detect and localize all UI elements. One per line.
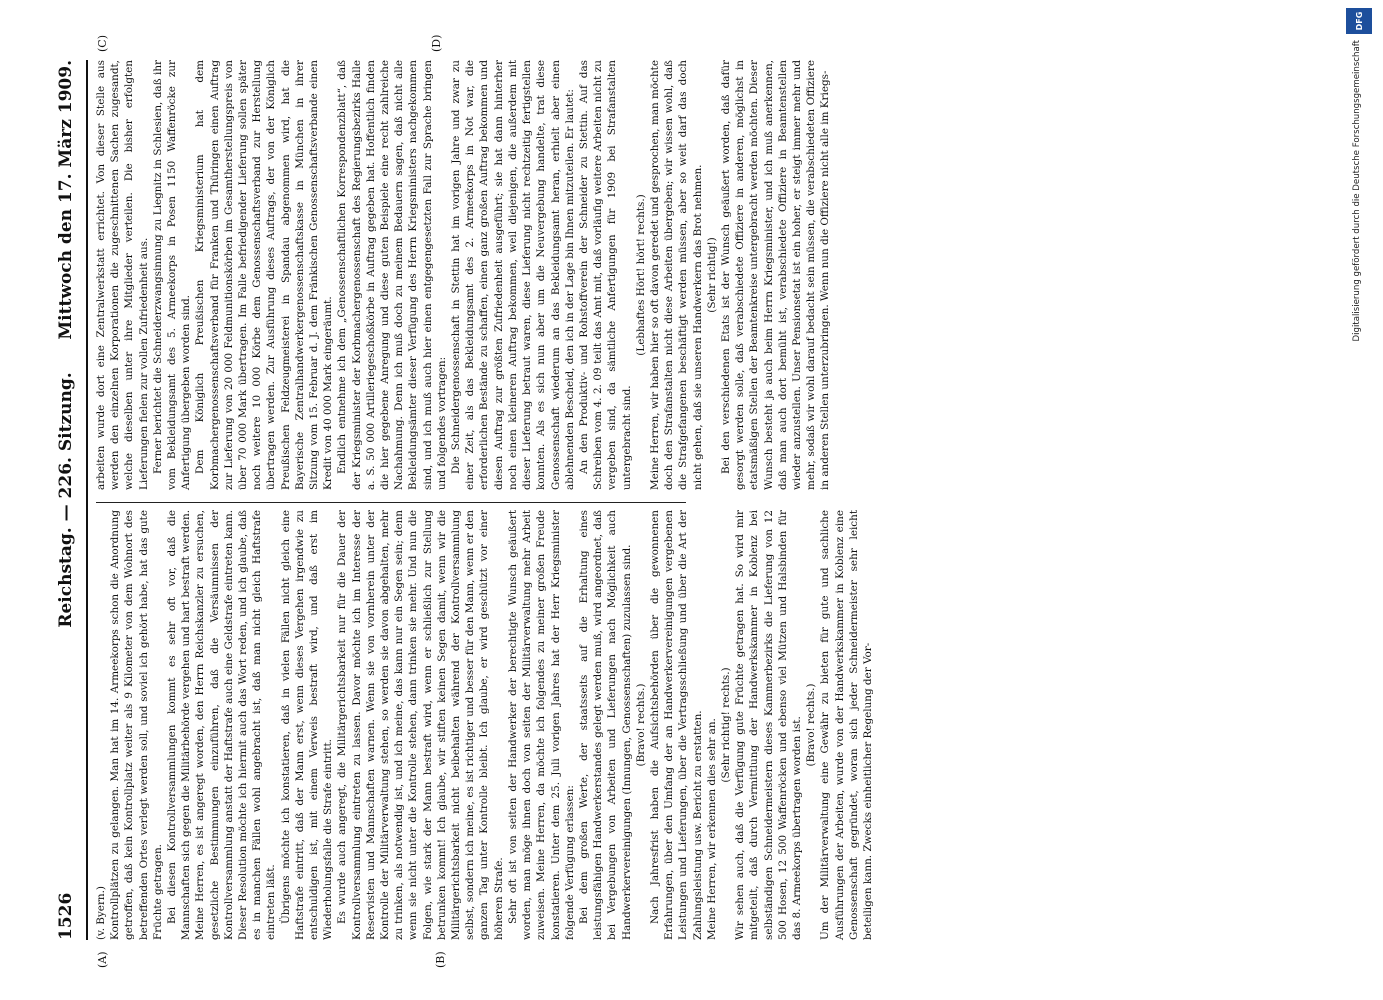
session-title: Reichstag. — 226. Sitzung. (56, 372, 76, 628)
paragraph: Um der Militärverwaltung eine Gewähr zu bieten für gute und sachliche Ausführungen der Arbeiten, wurde von der Handwerkskammer in Koblenz eine Genossenschaft gegründet, woran sich jeder Schneidermeister sehr leicht beteiligen kann. Zwecks einheitlicher Regelung der Vor- (819, 510, 874, 940)
interjection: (Lebhaftes Hört! hört! rechts.) (634, 194, 647, 356)
digitization-credit: Digitalisierung gefördert durch die Deutsche Forschungsgemeinschaft (1352, 40, 1362, 342)
paragraph: Sehr oft ist von seiten der Handwerker der berechtigte Wunsch geäußert worden, man möge ihnen doch von seiten der Militärverwaltung mehr Arbeit zuweisen. Meine Herren, da möchte ich folgendes zu meiner großen Freude konstatieren. Unter dem 25. Juli vorigen Jahres hat der Herr Kriegsminister folgende Verfügung erlassen: (506, 510, 576, 940)
paragraph: Meine Herren, wir haben hier so oft davon geredet und gesprochen, man möchte doch den Strafanstalten nicht diese Arbeiten übergeben; wir wissen wohl, daß die Strafgefangenen beschäftigt werden müssen, aber so weit darf das doch nicht gehen, daß sie unseren Handwerkern das Brot nehmen. (648, 60, 704, 490)
dfg-logo: DFG (1346, 8, 1372, 34)
paragraph: Endlich entnehme ich dem „Genossenschaftlichen Korrespondenzblatt“, daß der Kriegsminister der Korbmachergenossenschaft des Regierungsbezirks Halle a. S. 50 000 Artilleriegeschoßkörbe in Auftrag gegeben hat. Hoffentlich finden die hier gegebene Anregung und diese guten Beispiele eine recht zahlreiche Nachahmung. Denn ich muß doch zu meinem Bedauern sagen, daß nicht alle Bekleidungsämter dieser Verfügung des Herrn Kriegsministers nachgekommen sind, und ich muß auch hier einen entgegengesetzten Fall zur Sprache bringen und folgendes vortragen: (336, 60, 448, 490)
paragraph: Kontrollplätzen zu gelangen. Man hat im 14. Armeekorps schon die Anordnung getroffen, daß kein Kontrollplatz weiter als 9 Kilometer von dem Wohnort des betreffenden Ortes verlegt werden soll, und soviel ich gehört habe, hat das gute Früchte getragen. (109, 510, 164, 940)
page-number: 1526 (56, 892, 76, 940)
paragraph: Bei diesen Kontrollversammlungen kommt es sehr oft vor, daß die Mannschaften sich gegen die Militärbehörde vergehen und hart bestraft werden. Meine Herren, es ist angeregt worden, den Herrn Reichskanzler zu ersuchen, gesetzliche Bestimmungen einzuführen, daß die Versäumnissen der Kontrollversammlung anstatt der Haftstrafe auch eine Geldstrafe eintreten kann. Dieser Resolution möchte ich hiermit auch das Wort reden, und ich glaube, daß es in manchen Fällen wohl angebracht ist, daß man nicht gleich Haftstrafe eintreten läßt. (166, 510, 278, 940)
margin-marker-b: (B) (434, 951, 447, 968)
margin-marker-c: (C) (96, 35, 109, 52)
paragraph: Meine Herren, wir erkennen dies sehr an. (705, 718, 718, 940)
interjection: (Sehr richtig!) (705, 237, 718, 313)
paragraph: Ferner berichtet die Schneiderzwangsinnung zu Liegnitz in Schlesien, daß ihr vom Bekleidungsamt des 5. Armeekorps in Posen 1150 Waffenröcke zur Anfertigung übergeben worden sind. (151, 60, 193, 490)
margin-marker-a: (A) (96, 951, 109, 968)
column-divider (96, 502, 686, 503)
interjection: (Sehr richtig! rechts.) (719, 667, 732, 783)
right-column (94, 60, 832, 490)
speaker-note: (v. Byern.) (95, 886, 107, 940)
paragraph: arbeiten wurde dort eine Zentralwerkstatt errichtet. Von dieser Stelle aus werden den einzelnen Korporationen die zugeschnittenen Sachen zugesandt, welche dieselben unter ihre Mitglieder verteilen. Die bisher erfolgten Lieferungen fielen zur vollen Zufriedenheit aus. (95, 60, 150, 490)
interjection: (Bravo! rechts.) (805, 683, 818, 767)
interjection: (Bravo! rechts.) (634, 683, 647, 767)
session-date: Mittwoch den 17. März 1909. (56, 60, 76, 340)
header-rule (86, 60, 88, 940)
margin-marker-d: (D) (430, 34, 443, 52)
left-column (94, 510, 874, 940)
paragraph: Es wurde auch angeregt, die Militärgerichtsbarkeit nur für die Dauer der Kontrollversammlung eintreten zu lassen. Davor möchte ich im Interesse der Reservisten und Mannschaften warnen. Wenn sie von vornherein unter der Kontrolle der Militärverwaltung stehen, so werden sie davon abgehalten, mehr zu trinken, als notwendig ist, und ich meine, das kann nur ein Segen sein; denn wenn sie nicht unter die Kontrolle stehen, dann trinken sie mehr. Und nun die Folgen, wie stark der Mann bestraft wird, wenn er schließlich zur Stellung betrunken kommt! Ich glaube, wir stiften keinen Segen damit, wenn wir die Militärgerichtsbarkeit nicht beibehalten während der Kontrollversammlung selbst, sondern ich meine, es ist richtiger und besser für den Mann, wenn er den ganzen Tag unter Kontrolle bleibt. Ich glaube, er wird geschützt vor einer höheren Strafe. (336, 510, 505, 940)
quoted-decree: Bei dem großen Werte, der staatsseits auf die Erhaltung eines leistungsfähigen Handwerkerstandes gelegt werden muß, wird angeordnet, daß bei Vergebungen von Arbeiten und Lieferungen nach Möglichkeit auch Handwerkervereinigungen (Innungen, Genossenschaften) zuzulassen sind. (577, 510, 633, 940)
paragraph: Die Schneidergenossenschaft in Stettin hat im vorigen Jahre und zwar zu einer Zeit, als das Bekleidungsamt des 2. Armeekorps in Not war, die erforderlichen Bestände zu schaffen, einen ganz großen Auftrag bekommen und diesen Auftrag zur größten Zufriedenheit ausgeführt; sie hat dann hinterher noch einen kleineren Auftrag bekommen, weil diejenigen, die außerdem mit dieser Lieferung betraut waren, diese Lieferung nicht rechtzeitig fertigstellen konnten. Als es sich nun aber um die Neuvergebung handelte, trat diese Genossenschaft wiederum an das Bekleidungsamt heran, erhielt aber einen ablehnenden Bescheid, den ich in der Lage bin Ihnen mitzuteilen. Er lautet: (450, 60, 576, 490)
paragraph: Übrigens möchte ich konstatieren, daß in vielen Fällen nicht gleich eine Haftstrafe eintritt, daß der Mann erst, wenn dieses Vergehen irgendwie zu entschuldigen ist, mit einem Verweis bestraft wird, und daß erst im Wiederholungsfalle die Strafe eintritt. (279, 510, 335, 940)
quoted-letter: An den Produktiv- und Rohstoffverein der Schneider zu Stettin. Auf das Schreiben vom 4. 2. 09 teilt das Amt mit, daß vorläufig weitere Arbeiten nicht zu vergeben sind, da sämtliche Anfertigungen für 1909 bei Strafanstalten untergebracht sind. (577, 60, 633, 490)
running-head (50, 60, 84, 940)
paragraph: Dem Königlich Preußischen Kriegsministerium hat dem Korbmachergenossenschaftsverband für Franken und Thüringen einen Auftrag zur Lieferung von 20 000 Feldmunitionskörben im Gesamtherstellungspreis von über 70 000 Mark übertragen. Im Falle befriedigender Lieferung sollen später noch weitere 10 000 Körbe dem Genossenschaftsverband zur Herstellung übertragen werden. Zur Ausführung dieses Auftrags, der von der Königlich Preußischen Feldzeugmeisterei in Spandau abgenommen wird, hat die Bayerische Zentralhandwerkergenossenschaftskasse in München in ihrer Sitzung vom 15. Februar d. J. dem Fränkischen Genossenschaftsverbande einen Kredit von 40 000 Mark eingeräumt. (194, 60, 335, 490)
paragraph: Wir sehen auch, daß die Verfügung gute Früchte getragen hat. So wird mir mitgeteilt, daß durch Vermittlung der Handwerkskammer in Koblenz bei selbständigen Schneidermeistern dieses Kammerbezirks die Lieferung von 12 500 Hosen, 12 500 Waffenröcken und ebenso viel Mützen und Halsbinden für das 8. Armeekorps übertragen worden ist. (734, 510, 803, 940)
paragraph: Bei den verschiedenen Etats ist der Wunsch geäußert worden, daß dafür gesorgt werden solle, daß verabschiedete Offiziere in anderen, möglichst in etatsmäßigen Stellen der Beamtenkreise untergebracht werden möchten. Dieser Wunsch besteht ja auch beim Herrn Kriegsminister, und ich muß anerkennen, daß man auch dort bemüht ist, verabschiedete Offiziere in Beamtenstellen wieder anzustellen. Unser Pensionsetat ist ein hoher, er steigt immer mehr und mehr, sodaß wir wohl darauf bedacht sein müssen, die verabschiedeten Offiziere in anderen Stellen unterzubringen. Wenn nun die Offiziere nicht alle im Kriegs- (719, 60, 832, 490)
paragraph: Nach Jahresfrist haben die Aufsichtsbehörden über die gewonnenen Erfahrungen, über den Umfang der an Handwerkervereinigungen vergebenen Leistungen und Lieferungen, über die Vertragsschließung und über die Art der Zahlungsleistung usw. Bericht zu erstatten. (648, 510, 704, 940)
